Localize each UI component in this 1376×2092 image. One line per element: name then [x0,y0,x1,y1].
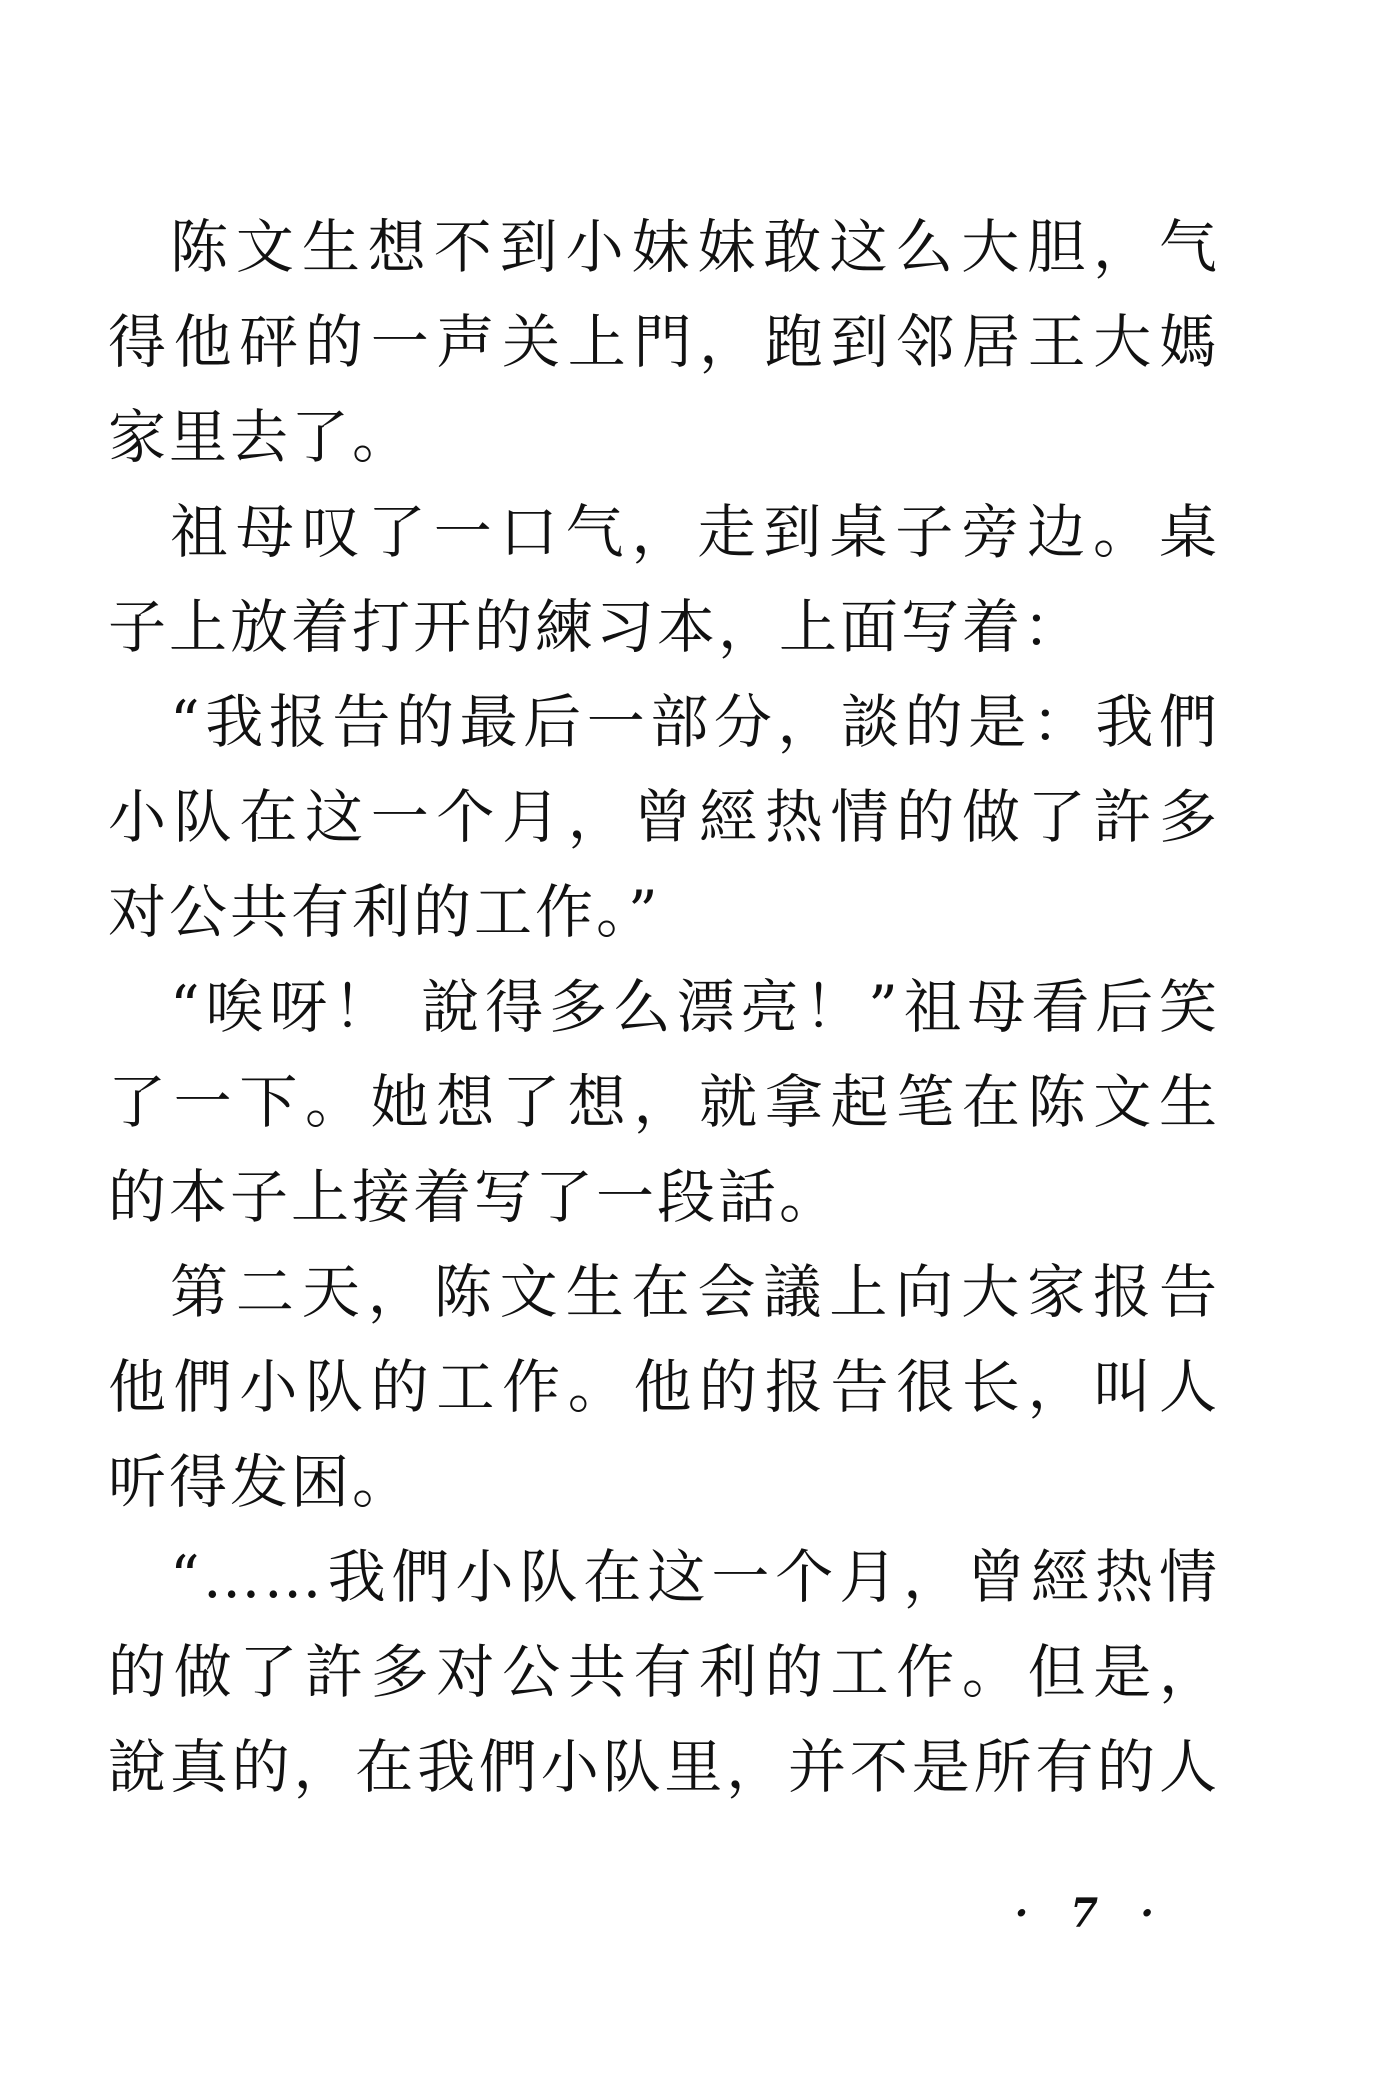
text-line: 祖母叹了一口气，走到桌子旁边。桌 [170,498,1220,566]
text-line: “……我們小队在这一个月，曾經热情 [170,1543,1220,1611]
text-line: 第二天，陈文生在会議上向大家报告 [170,1258,1220,1326]
text-line: 陈文生想不到小妹妹敢这么大胆，气 [170,213,1220,281]
text-line: 的本子上接着写了一段話。 [108,1163,841,1231]
text-line: 小队在这一个月，曾經热情的做了許多 [108,783,1220,851]
text-line: 的做了許多对公共有利的工作。但是， [108,1638,1220,1706]
body-text [108,200,1220,1815]
text-line: 家里去了。 [108,403,414,471]
text-line: 說真的，在我們小队里，并不是所有的人 [108,1733,1220,1801]
page-number: · 7 · [1014,1890,1168,1937]
text-line: 了一下。她想了想，就拿起笔在陈文生 [108,1068,1220,1136]
text-line: 听得发困。 [108,1448,414,1516]
text-line: “唉呀！ 說得多么漂亮！”祖母看后笑 [170,973,1220,1041]
text-line: “我报告的最后一部分，談的是：我們 [170,688,1220,756]
text-line: 他們小队的工作。他的报告很长，叫人 [108,1353,1220,1421]
text-line: 子上放着打开的練习本，上面写着： [108,593,1085,661]
text-line: 得他砰的一声关上門，跑到邻居王大媽 [108,308,1220,376]
text-line: 对公共有利的工作。” [108,878,661,946]
